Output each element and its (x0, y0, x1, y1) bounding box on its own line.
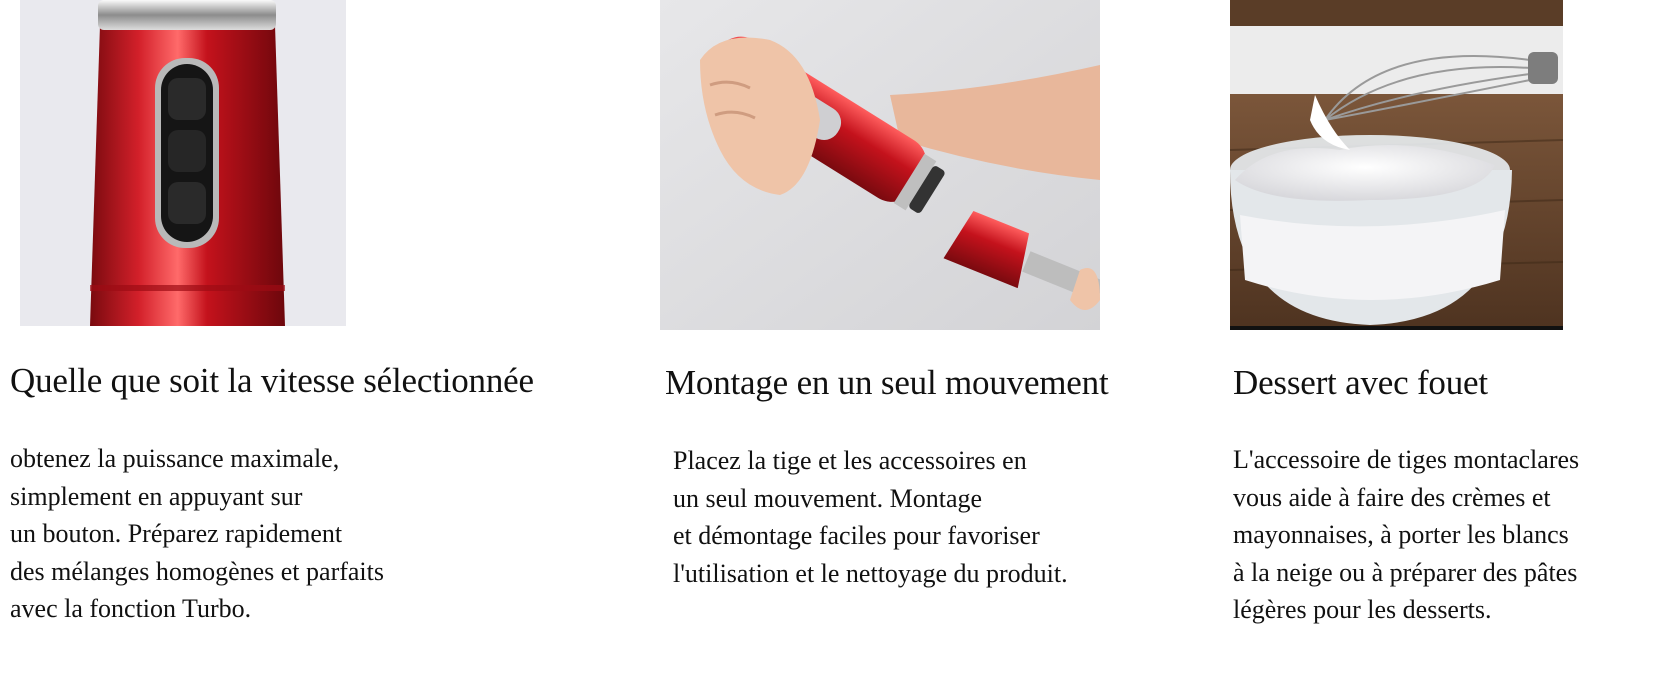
feature-title: Dessert avec fouet (1233, 363, 1488, 402)
description-line: à la neige ou à préparer des pâtes (1233, 557, 1578, 587)
description-line: avec la fonction Turbo. (10, 594, 252, 623)
feature-description (10, 440, 384, 628)
description-line: légères pour les desserts. (1233, 595, 1492, 624)
feature-title: Montage en un seul mouvement (665, 363, 1109, 402)
description-line: un seul mouvement. Montage (673, 483, 983, 513)
feature-title: Quelle que soit la vitesse sélectionnée (10, 361, 534, 400)
description-line: obtenez la puissance maximale, (10, 444, 340, 473)
feature-description (673, 442, 1068, 592)
description-line: un bouton. Préparez rapidement (10, 519, 343, 548)
description-line: des mélanges homogènes et parfaits (10, 556, 384, 586)
whisk-bowl-photo (1230, 0, 1563, 330)
feature-description (1233, 441, 1579, 629)
description-line: mayonnaises, à porter les blancs (1233, 520, 1569, 549)
description-line: l'utilisation et le nettoyage du produit. (673, 558, 1068, 588)
description-line: vous aide à faire des crèmes et (1233, 482, 1551, 512)
blender-assembly-photo (660, 0, 1100, 330)
description-line: simplement en appuyant sur (10, 481, 303, 511)
description-line: L'accessoire de tiges montaclares (1233, 445, 1580, 474)
blender-buttons-photo (20, 0, 346, 326)
description-line: Placez la tige et les accessoires en (673, 446, 1027, 475)
description-line: et démontage faciles pour favoriser (673, 521, 1040, 550)
